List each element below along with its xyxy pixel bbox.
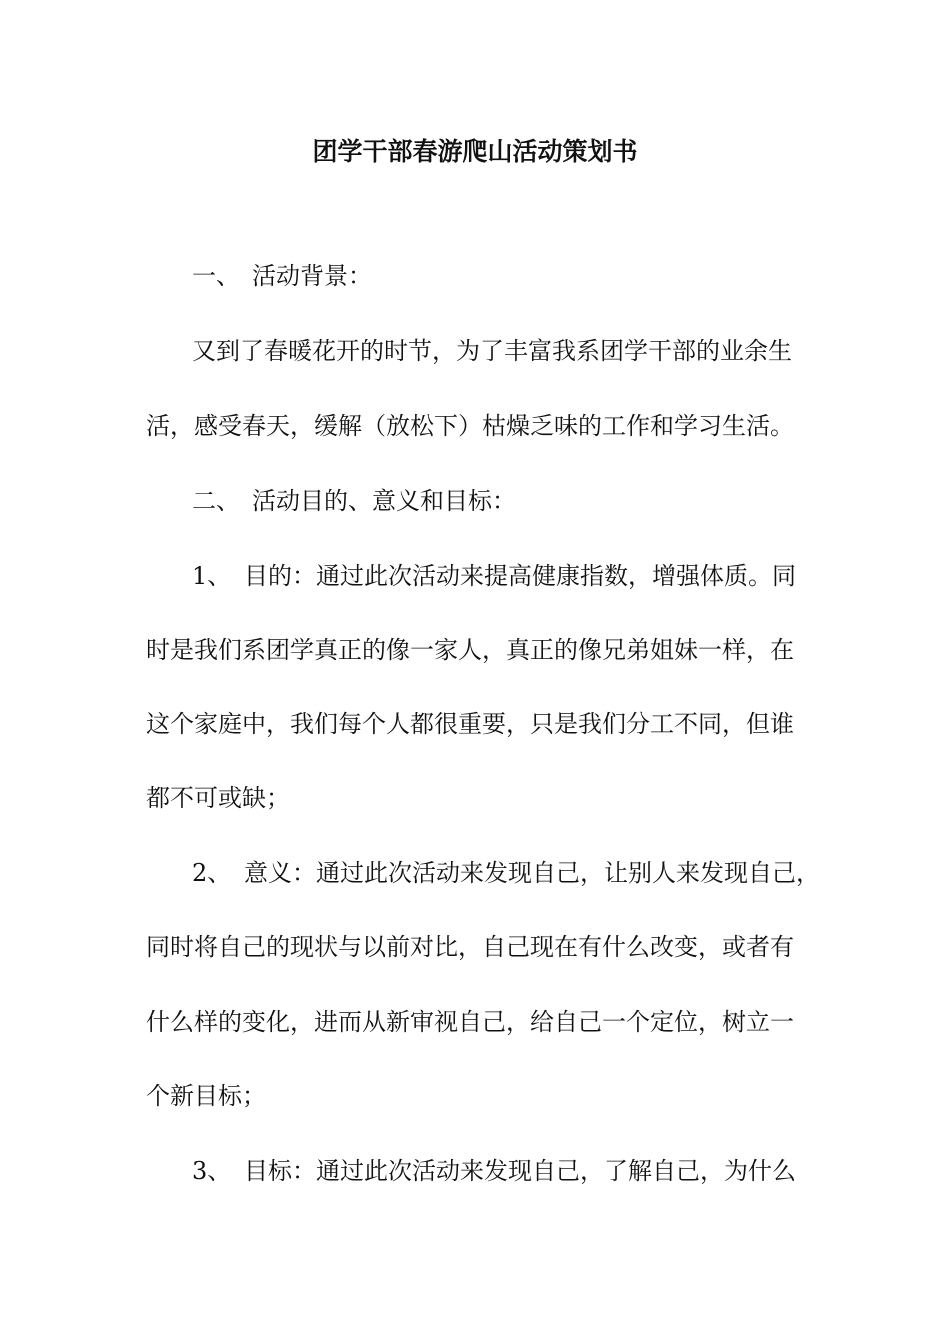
section-heading-background — [192, 256, 892, 296]
section-heading-purpose — [192, 481, 892, 521]
list-item-text: 目的：通过此次活动来提高健康指数，增强体质。同 — [244, 562, 796, 590]
section-heading-text: 活动目的、意义和目标： — [252, 487, 516, 515]
section-number: 一、 — [192, 262, 240, 290]
paragraph-line: 时是我们系团学真正的像一家人，真正的像兄弟姐妹一样，在 — [146, 636, 794, 664]
paragraph-line: 都不可或缺； — [146, 784, 290, 812]
list-item-goal — [192, 1151, 892, 1191]
list-item-text: 意义：通过此次活动来发现自己，让别人来发现自己， — [244, 859, 820, 887]
paragraph-line: 个新目标； — [146, 1082, 266, 1110]
list-number: 1、 — [192, 562, 232, 590]
section-number: 二、 — [192, 487, 240, 515]
list-item-text: 目标：通过此次活动来发现自己，了解自己，为什么 — [244, 1157, 796, 1185]
paragraph-line: 活，感受春天，缓解（放松下）枯燥乏味的工作和学习生活。 — [146, 412, 794, 440]
list-number: 3、 — [192, 1157, 232, 1185]
paragraph-line: 什么样的变化，进而从新审视自己，给自己一个定位，树立一 — [146, 1008, 794, 1036]
list-number: 2、 — [192, 859, 232, 887]
list-item-purpose — [192, 556, 892, 596]
paragraph-line: 这个家庭中，我们每个人都很重要，只是我们分工不同，但谁 — [146, 710, 794, 738]
paragraph-line: 又到了春暖花开的时节，为了丰富我系团学干部的业余生 — [192, 337, 792, 365]
document-title: 团学干部春游爬山活动策划书 — [312, 137, 638, 166]
section-heading-text: 活动背景： — [252, 262, 372, 290]
list-item-meaning — [192, 853, 892, 893]
paragraph-line: 同时将自己的现状与以前对比，自己现在有什么改变，或者有 — [146, 933, 794, 961]
